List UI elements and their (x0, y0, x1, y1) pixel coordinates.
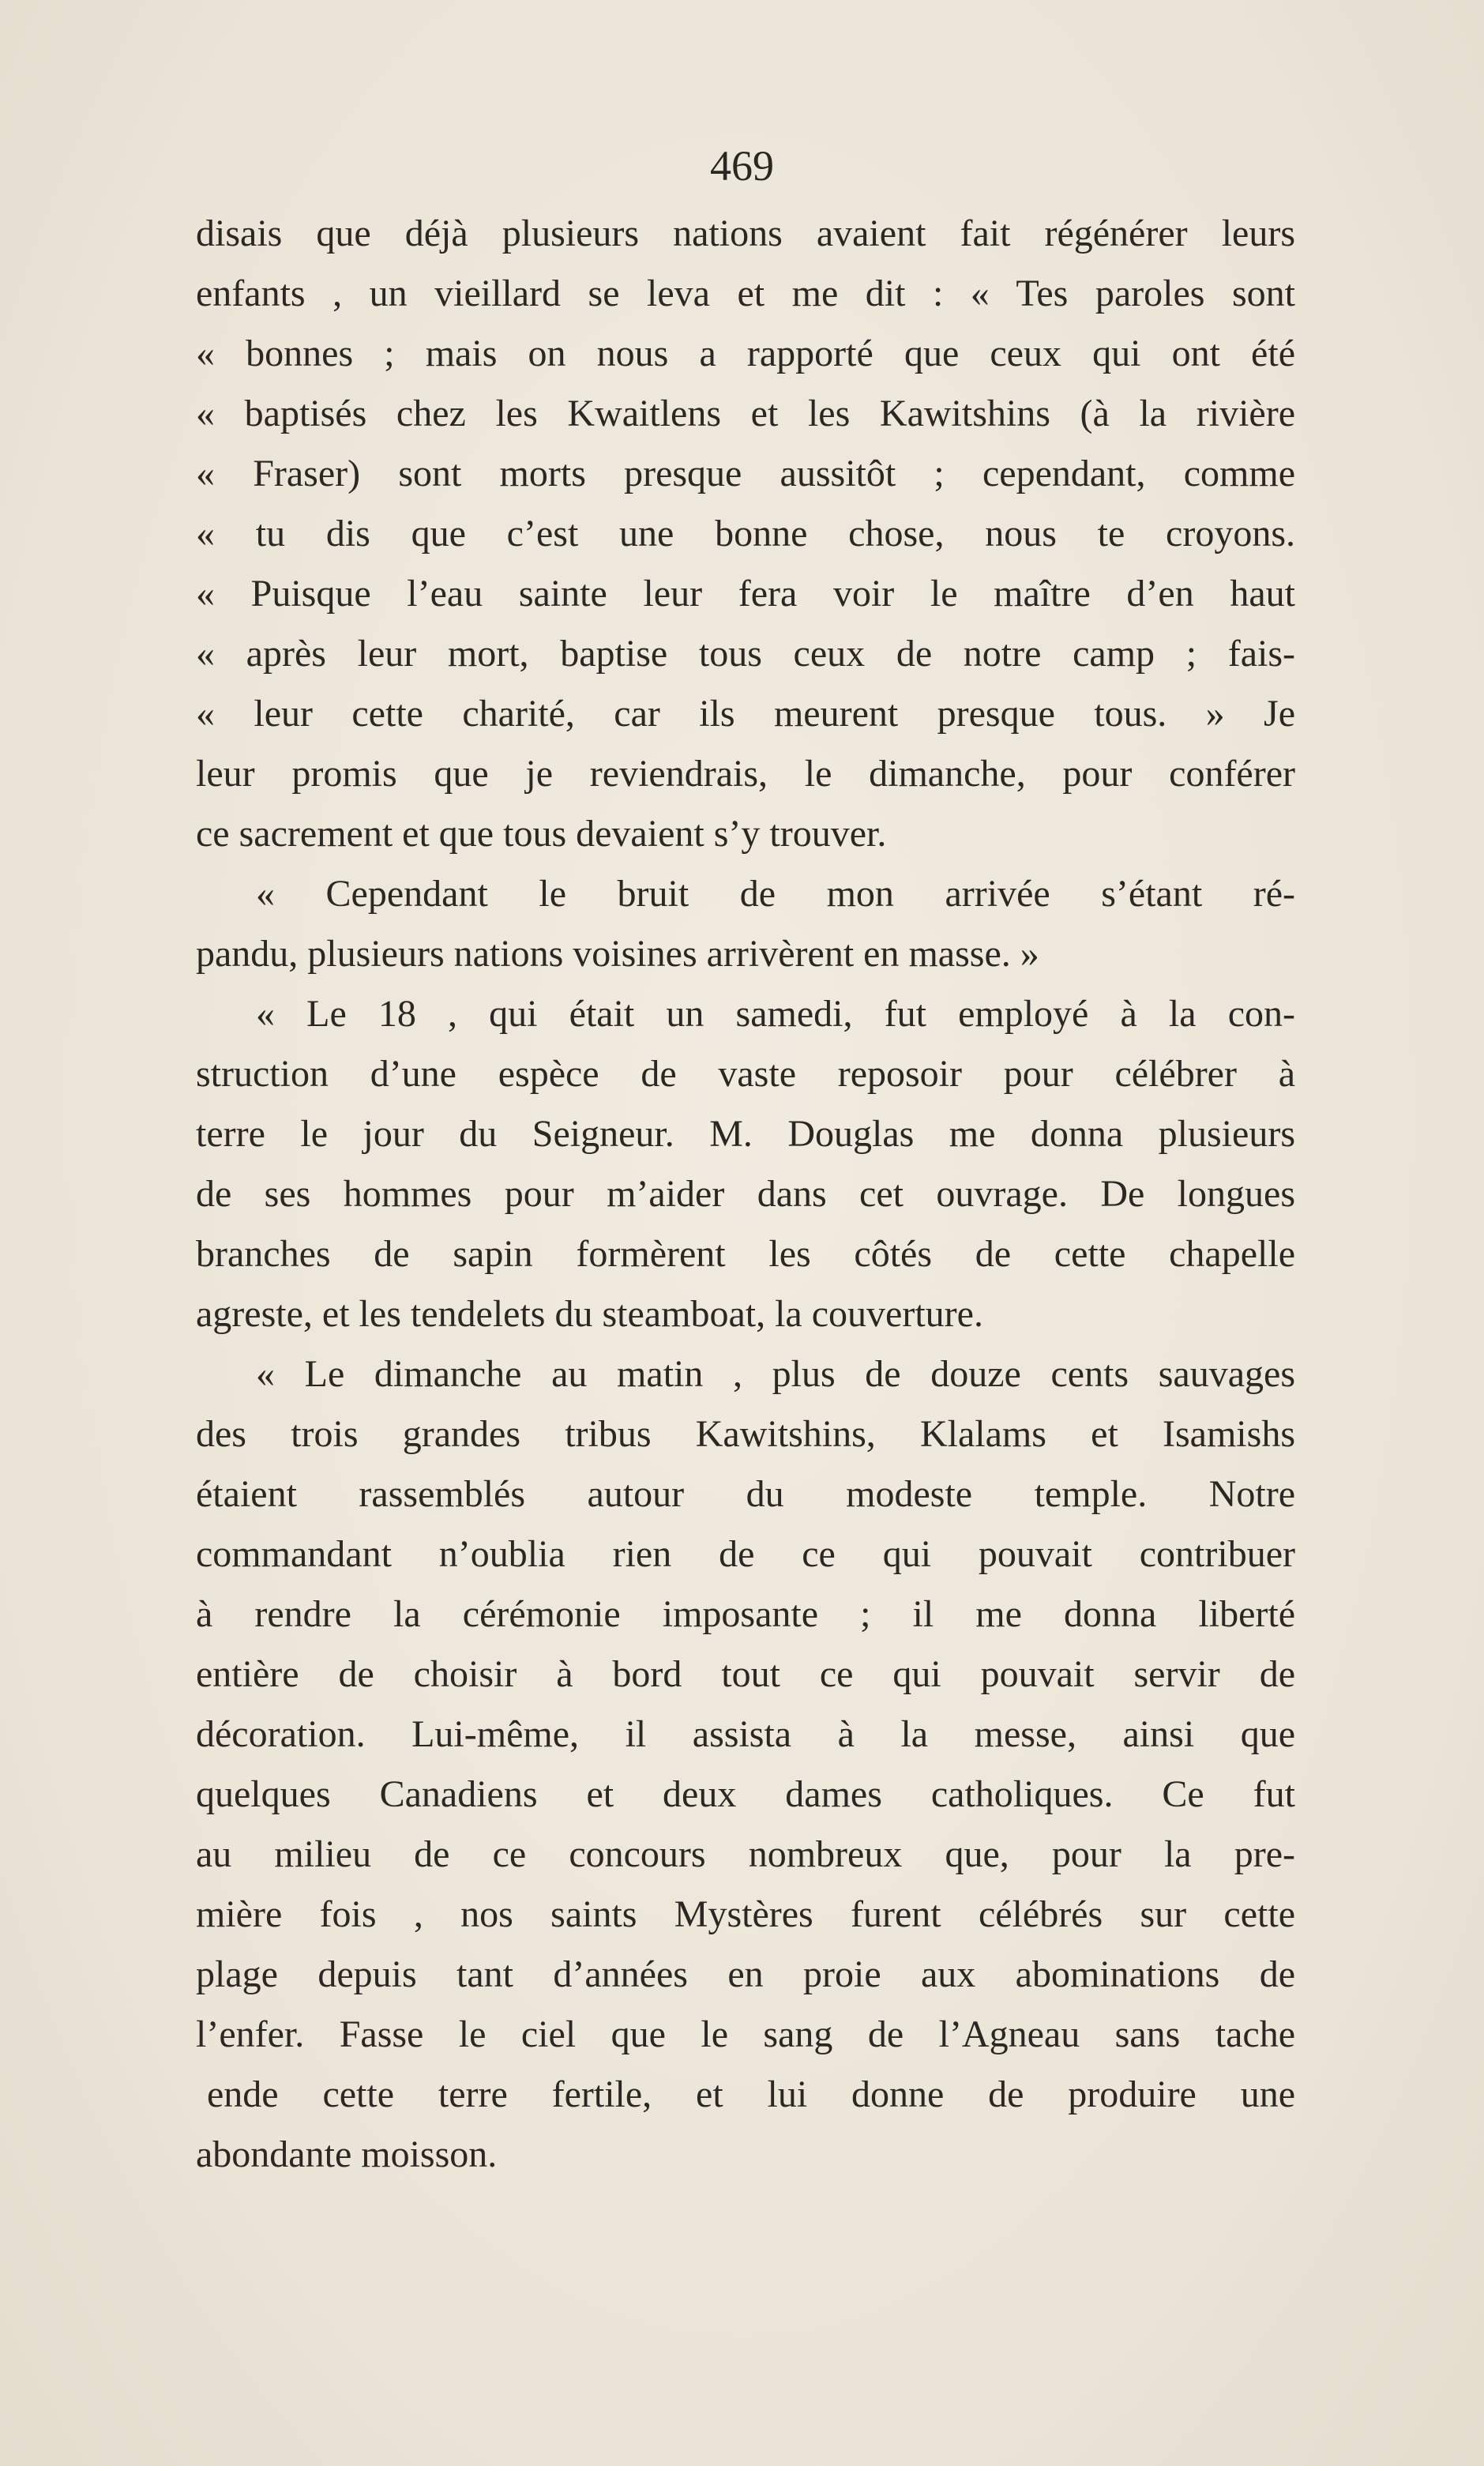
text-line: « Cependant le bruit de mon arrivée s’étant ré- (256, 873, 1295, 915)
text-line: ende cette terre fertile, et lui donne de produire une (207, 2073, 1295, 2115)
text-line: « Le 18 , qui était un samedi, fut employé à la con- (256, 993, 1295, 1035)
text-line: disais que déjà plusieurs nations avaient fait régénérer leurs (196, 212, 1295, 254)
text-line: de ses hommes pour m’aider dans cet ouvrage. De longues (196, 1173, 1295, 1215)
text-line: plage depuis tant d’années en proie aux abominations de (196, 1953, 1295, 1995)
text-line: enfants , un vieillard se leva et me dit : « Tes paroles sont (196, 273, 1295, 314)
text-line: « bonnes ; mais on nous a rapporté que ceux qui ont été (196, 333, 1295, 374)
text-line: « Fraser) sont morts presque aussitôt ; cependant, comme (196, 453, 1295, 494)
text-line: « tu dis que c’est une bonne chose, nous te croyons. (196, 513, 1295, 554)
text-line: terre le jour du Seigneur. M. Douglas me donna plusieurs (196, 1113, 1295, 1155)
text-line: ce sacrement et que tous devaient s’y trouver. (196, 813, 887, 855)
text-line: « après leur mort, baptise tous ceux de notre camp ; fais- (196, 633, 1295, 675)
text-line: leur promis que je reviendrais, le dimanche, pour conférer (196, 753, 1295, 795)
text-line: abondante moisson. (196, 2133, 498, 2175)
text-line: décoration. Lui-même, il assista à la messe, ainsi que (196, 1713, 1295, 1755)
text-line: pandu, plusieurs nations voisines arrivèrent en masse. » (196, 933, 1039, 975)
text-line: étaient rassemblés autour du modeste temple. Notre (196, 1473, 1295, 1515)
text-line: « baptisés chez les Kwaitlens et les Kawitshins (à la rivière (196, 393, 1295, 434)
text-line: « leur cette charité, car ils meurent presque tous. » Je (196, 693, 1295, 735)
text-line: des trois grandes tribus Kawitshins, Klalams et Isamishs (196, 1413, 1295, 1455)
text-line: commandant n’oublia rien de ce qui pouvait contribuer (196, 1533, 1295, 1575)
text-line: « Puisque l’eau sainte leur fera voir le maître d’en haut (196, 573, 1295, 615)
page-number: 469 (710, 142, 774, 190)
text-line: mière fois , nos saints Mystères furent célébrés sur cette (196, 1893, 1295, 1935)
text-line: au milieu de ce concours nombreux que, pour la pre- (196, 1833, 1295, 1875)
text-line: l’enfer. Fasse le ciel que le sang de l’Agneau sans tache (196, 2013, 1295, 2055)
text-line: struction d’une espèce de vaste reposoir pour célébrer à (196, 1053, 1295, 1095)
text-line: entière de choisir à bord tout ce qui pouvait servir de (196, 1653, 1295, 1695)
text-line: « Le dimanche au matin , plus de douze cents sauvages (256, 1353, 1295, 1395)
text-line: à rendre la cérémonie imposante ; il me donna liberté (196, 1593, 1295, 1635)
body-text (196, 204, 1295, 2185)
text-line: branches de sapin formèrent les côtés de cette chapelle (196, 1233, 1295, 1275)
text-line: quelques Canadiens et deux dames catholiques. Ce fut (196, 1773, 1295, 1815)
text-line: agreste, et les tendelets du steamboat, la couverture. (196, 1293, 983, 1335)
